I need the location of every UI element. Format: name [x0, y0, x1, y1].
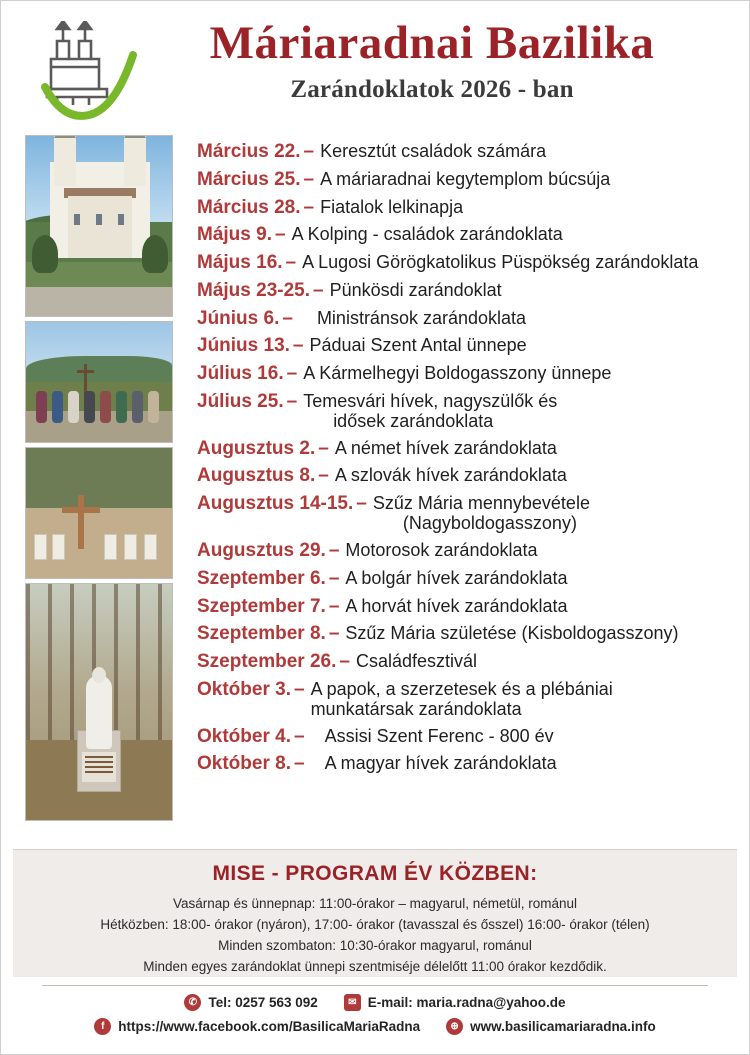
list-item — [197, 308, 731, 329]
event-date: Szeptember 8. — [197, 623, 326, 645]
event-dash: – — [285, 252, 297, 274]
event-description: Családfesztivál — [355, 651, 478, 672]
event-date: Október 3. — [197, 678, 291, 700]
event-dash: – — [328, 595, 340, 617]
event-dash: – — [318, 437, 329, 459]
email-label[interactable]: E-mail: maria.radna@yahoo.de — [367, 995, 566, 1010]
event-description: A szlovák hívek zarándoklata — [334, 465, 567, 486]
event-description: A bolgár hívek zarándoklata — [345, 567, 568, 588]
event-description: Motorosok zarándoklata — [345, 540, 538, 561]
title-block — [147, 17, 737, 104]
list-item — [197, 623, 731, 644]
event-date: Július 16. — [197, 363, 284, 385]
list-item — [197, 252, 731, 273]
event-dash: – — [274, 224, 286, 246]
list-item — [197, 141, 731, 162]
event-dash: – — [293, 678, 305, 700]
list-item — [197, 568, 731, 589]
event-date: Augusztus 14-15. — [197, 493, 354, 515]
footer-row-1 — [13, 994, 737, 1011]
facebook-label[interactable]: https://www.facebook.com/BasilicaMariaRadna — [118, 1019, 421, 1034]
photo-pilgrims-procession — [25, 321, 173, 443]
photo-statue-in-forest — [25, 583, 173, 821]
event-date: Augusztus 8. — [197, 465, 316, 487]
poster-body — [13, 135, 737, 835]
event-date: Augusztus 2. — [197, 437, 316, 459]
list-item — [197, 391, 731, 431]
list-item — [197, 335, 731, 356]
photo-basilica — [25, 135, 173, 317]
event-description: A Lugosi Görögkatolikus Püspökség zarándoklata — [302, 252, 699, 273]
globe-icon: ⊕ — [446, 1018, 463, 1035]
event-description: A Kolping - családok zarándoklata — [291, 224, 563, 245]
event-dash: – — [339, 651, 350, 673]
event-description-line1: Temesvári hívek, nagyszülők és — [303, 390, 558, 411]
list-item — [197, 493, 731, 533]
event-date: Május 9. — [197, 224, 272, 246]
event-description-line1: Szűz Mária mennybevétele — [372, 493, 590, 514]
event-date: Június 13. — [197, 335, 290, 357]
event-date: Szeptember 6. — [197, 567, 326, 589]
event-date: Augusztus 29. — [197, 540, 326, 562]
event-date: Október 4. — [197, 725, 291, 747]
pilgrimage-list — [175, 135, 737, 835]
event-dash: – — [293, 725, 305, 747]
event-date: Március 28. — [197, 196, 301, 218]
list-item — [197, 197, 731, 218]
page-title: Máriaradnai Bazilika — [209, 17, 655, 69]
event-dash: – — [318, 465, 329, 487]
event-description-line2: (Nagyboldogasszony) — [402, 513, 577, 534]
list-item — [197, 651, 731, 672]
event-dash: – — [313, 279, 324, 301]
photo-stations-of-the-cross — [25, 447, 173, 579]
event-description: A máriaradnai kegytemplom búcsúja — [320, 168, 611, 189]
poster-header — [13, 11, 737, 131]
event-date: Szeptember 7. — [197, 595, 326, 617]
event-date: Szeptember 26. — [197, 651, 337, 673]
facebook-link[interactable] — [94, 1018, 420, 1035]
event-date: Március 25. — [197, 168, 301, 190]
footer-row-2 — [13, 1018, 737, 1035]
event-dash: – — [303, 168, 315, 190]
event-dash: – — [282, 307, 293, 329]
event-dash: – — [303, 196, 315, 218]
event-dash: – — [293, 753, 305, 775]
page-subtitle: Zarándoklatok 2026 - ban — [290, 76, 574, 104]
list-item — [197, 726, 731, 747]
footer-divider — [42, 985, 708, 986]
basilica-logo-icon — [27, 21, 147, 121]
event-date: Május 16. — [197, 252, 283, 274]
event-description: A horvát hívek zarándoklata — [345, 595, 568, 616]
mass-program-heading: MISE - PROGRAM ÉV KÖZBEN: — [212, 862, 538, 885]
event-description: Pünkösdi zarándoklat — [329, 279, 502, 300]
event-description-line2: idősek zarándoklata — [333, 411, 494, 432]
event-dash: – — [286, 390, 298, 412]
phone-icon: ✆ — [184, 994, 201, 1011]
list-item — [197, 465, 731, 486]
phone-label: Tel: 0257 563 092 — [208, 995, 318, 1010]
event-dash: – — [328, 567, 340, 589]
event-description: Páduai Szent Antal ünnepe — [309, 335, 527, 356]
event-date: Május 23-25. — [197, 279, 310, 301]
photo-column — [13, 135, 175, 835]
event-date: Március 22. — [197, 141, 301, 162]
event-description: A Kármelhegyi Boldogasszony ünnepe — [303, 363, 612, 384]
event-dash: – — [328, 540, 340, 562]
website-label[interactable]: www.basilicamariaradna.info — [470, 1019, 656, 1034]
event-description: A magyar hívek zarándoklata — [324, 753, 557, 774]
event-date: Június 6. — [197, 307, 280, 329]
event-description — [311, 679, 731, 719]
list-item — [197, 679, 731, 719]
list-item — [197, 540, 731, 561]
list-item — [197, 224, 731, 245]
mass-program-line-2: Hétközben: 18:00- órakor (nyáron), 17:00- órakor (tavasszal és ősszel) 16:00- órakor (télen) — [100, 917, 650, 932]
list-item — [197, 438, 731, 459]
list-item — [197, 363, 731, 384]
event-description — [373, 493, 731, 533]
contact-footer — [13, 979, 737, 1045]
mass-program-line-1: Vasárnap és ünnepnap: 11:00-órakor – magyarul, németül, románul — [173, 896, 577, 911]
event-date: Július 25. — [197, 390, 284, 412]
list-item — [197, 753, 731, 774]
event-dash: – — [328, 623, 340, 645]
event-description: A német hívek zarándoklata — [334, 437, 557, 458]
list-item — [197, 280, 731, 301]
event-description: Szűz Mária születése (Kisboldogasszony) — [345, 623, 679, 644]
list-item — [197, 169, 731, 190]
website-link[interactable] — [446, 1018, 656, 1035]
event-description: Ministránsok zarándoklata — [316, 307, 527, 328]
email-contact[interactable] — [344, 994, 566, 1011]
facebook-icon: f — [94, 1018, 111, 1035]
event-description: Keresztút családok számára — [320, 141, 547, 161]
event-description — [303, 391, 731, 431]
event-dash: – — [292, 335, 304, 357]
event-description-line1: A papok, a szerzetesek és a plébániai — [310, 678, 613, 699]
phone-contact — [184, 994, 317, 1011]
envelope-icon: ✉ — [344, 994, 361, 1011]
event-dash: – — [303, 141, 315, 162]
event-dash: – — [286, 363, 298, 385]
event-date: Október 8. — [197, 753, 291, 775]
mass-program-panel — [13, 849, 737, 977]
mass-program-line-4: Minden egyes zarándoklat ünnepi szentmiséje délelőtt 11:00 órakor kezdődik. — [143, 959, 607, 974]
event-dash: – — [356, 493, 367, 515]
event-description: Assisi Szent Ferenc - 800 év — [324, 725, 554, 746]
mass-program-line-3: Minden szombaton: 10:30-órakor magyarul, románul — [218, 938, 532, 953]
event-description: Fiatalok lelkinapja — [320, 196, 464, 217]
event-description-line2: munkatársak zarándoklata — [310, 699, 522, 720]
list-item — [197, 596, 731, 617]
